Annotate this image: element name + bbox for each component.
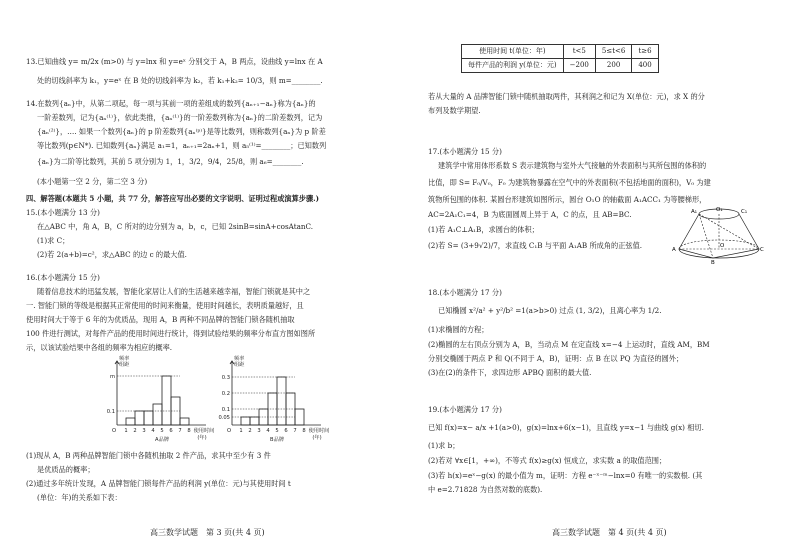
x-axis-label: (年) [312, 435, 322, 441]
histogram-bar [277, 377, 286, 425]
x-tick-label: 1 [124, 428, 128, 434]
x-tick-label: 3 [257, 428, 261, 434]
table-cell: 400 [632, 59, 658, 73]
q16-part2-line1: (2)通过多年统计发现，A 品牌智能门锁每件产品的利润 y(单位：元)与其使用时间 t [26, 479, 291, 488]
x-tick-label: 8 [302, 428, 306, 434]
q14-line1: 14.在数列{aₙ}中，从第二项起，每一项与其前一项的差组成的数列{aₙ₊₁−aₙ}称为{aₙ}的 [26, 99, 316, 108]
q13-line1: 13.已知曲线 y= m/2x (m>0) 与 y=lnx 和 y=eˣ 分别交于 A，B 两点，设曲线 y=lnx 在 A [26, 57, 323, 66]
y-tick-label: 0.1 [221, 407, 230, 413]
y-tick-label: 0.1 [106, 409, 115, 415]
label-a: A [672, 247, 676, 253]
q17-line2: 比值，即 S= F₀/V₀，F₀ 为建筑物暴露在空气中的外表面积(不包括地面的面积)，V₀ 为建 [428, 178, 711, 187]
y-tick-label: m [109, 374, 115, 380]
q19-part3-line2: 中 e=2.71828 为自然对数的底数). [428, 485, 543, 494]
table-cell: 每件产品的利润 y(单位：元) [462, 59, 564, 73]
q18-line1: 已知椭圆 x²/a² + y²/b² =1(a>b>0) 过点 (1, 3/2)，且离心率为 1/2. [438, 306, 662, 315]
y-tick-label: 0.05 [218, 415, 230, 421]
q16-part1-line2: 是优质品的概率； [37, 465, 95, 474]
q16-part2-line2: (单位：年)的关系如下表： [37, 493, 122, 502]
label-c1: C₁ [741, 209, 748, 215]
y-axis-label: 组距 [119, 362, 130, 368]
table-cell: t≥6 [632, 45, 658, 59]
histogram-a [105, 355, 215, 447]
x-tick-label: O [111, 428, 117, 434]
footer-page-3: 高三数学试题 第 3 页(共 4 页) [150, 528, 265, 537]
q18-part2-line2: 分别交椭圆于两点 P 和 Q(不同于 A，B)，证明：点 B 在以 PQ 为直径的圆外； [428, 354, 684, 363]
q15-title: 15.(本小题满分 13 分) [26, 208, 100, 217]
y-axis-label: 组距 [234, 362, 245, 368]
table-cell: t<5 [563, 45, 595, 59]
y-axis-label: 频率 [119, 356, 130, 362]
q19-part1: (1)求 b； [428, 441, 460, 450]
right-page [400, 0, 800, 558]
x-tick-label: 2 [133, 428, 137, 434]
q16-line4: 100 件进行测试，对每件产品的使用时间进行统计，得到试验结果的频率分布直方图如图所 [26, 329, 316, 338]
q17-title: 17.(本小题满分 15 分) [428, 147, 502, 156]
histogram-bar [241, 417, 250, 425]
chart-title: A品牌 [155, 437, 169, 443]
x-tick-label: 5 [275, 428, 279, 434]
histogram-bar [180, 418, 189, 425]
table-cell: 使用时间 t(单位：年) [462, 45, 564, 59]
q15-part1: (1)求 C； [37, 236, 70, 245]
histogram-b [220, 355, 330, 447]
label-o: O [720, 243, 725, 249]
y-tick-label: 0.3 [221, 375, 230, 381]
q19-title: 19.(本小题满分 17 分) [428, 405, 502, 414]
label-o1: O₁ [716, 207, 723, 213]
q17-part2: (2)若 S= (3+9√2)/7，求直线 C₁B 与平面 A₁AB 所成角的正弦值. [428, 241, 643, 250]
q14-line5: {aₙ}为二阶等比数列，其前 5 项分别为 1，1，3/2，9/4，25/8，则 a₆=________. [37, 157, 304, 166]
x-tick-label: 4 [266, 428, 270, 434]
histogram-bar [295, 409, 304, 425]
q18-title: 18.(本小题满分 17 分) [428, 288, 502, 297]
x-tick-label: 6 [169, 428, 173, 434]
q19-line1: 已知 f(x)=x− a/x +1(a>0)，g(x)=lnx+6(x−1)，且直线 y=x−1 与曲线 g(x) 相切. [428, 423, 704, 432]
y-axis-label: 频率 [234, 356, 245, 362]
y-tick-label: 0.2 [221, 391, 230, 397]
q14-score-note: (本小题第一空 2 分，第二空 3 分) [37, 177, 148, 186]
histogram-bar [162, 376, 171, 425]
label-a1: A₁ [691, 209, 697, 215]
x-tick-label: 4 [151, 428, 155, 434]
x-tick-label: 8 [187, 428, 191, 434]
q17-part1: (1)若 A₁C⊥A₁B，求圆台的体积； [428, 225, 539, 234]
chart-title: B品牌 [270, 437, 284, 443]
q16-cont-line1: 若从大量的 A 品牌智能门锁中随机抽取两件，其利润之和记为 X(单位：元)，求 X 的分 [428, 92, 705, 101]
q14-line4: 等比数列(p∈N*). 已知数列{aₙ}满足 a₁=1，aₙ₊₁=2aₙ+1，则 a₅⁽¹⁾=________；已知数列 [37, 141, 327, 150]
q13-line2: 处的切线斜率为 k₁，y=eˣ 在 B 处的切线斜率为 k₂，若 k₁+k₂= 10/3，则 m=________. [37, 76, 323, 85]
q16-line5: 示，以该试验结果中各组的频率为相应的概率. [26, 343, 173, 352]
x-tick-label: 1 [239, 428, 243, 434]
x-axis-label: 使用时间 [193, 428, 215, 434]
label-c: C [760, 247, 764, 253]
x-tick-label: 7 [293, 428, 297, 434]
x-tick-label: 5 [160, 428, 164, 434]
histogram-bar [144, 411, 153, 425]
q16-line3: 使用时间大于等于 6 年的为优质品，现用 A，B 两种不同品牌的智能门锁各随机抽取 [26, 315, 295, 324]
q15-line1: 在△ABC 中，角 A，B，C 所对的边分别为 a，b，c，已知 2sinB=sinA+cosAtanC. [37, 222, 314, 231]
table-cell: −200 [563, 59, 595, 73]
x-tick-label: O [226, 428, 232, 434]
q19-part2: (2)若对 ∀x∈[1，+∞)，不等式 f(x)≥g(x) 恒成立，求实数 a 的取值范围； [428, 456, 667, 465]
table-cell: 5≤t<6 [595, 45, 631, 59]
q14-line3: {aₙ⁽²⁾}，…. 如果一个数列{aₙ}的 p 阶差数列{aₙ⁽ᵖ⁾}是等比数列，则称数列{aₙ}为 p 阶差 [37, 127, 326, 136]
q14-line2: 一阶差数列，记为{aₙ⁽¹⁾}，依此类推，{aₙ⁽¹⁾}的一阶差数列称为{aₙ}的二阶差数列，记为 [37, 113, 323, 122]
table-cell: 200 [595, 59, 631, 73]
q15-part2: (2)若 2(a+b)=c²，求△ABC 的边 c 的最大值. [37, 250, 187, 259]
histogram-bar [250, 417, 259, 425]
q16-part1-line1: (1)现从 A，B 两种品牌智能门锁中各随机抽取 2 件产品，求其中至少有 3 件 [26, 451, 271, 460]
q19-part3-line1: (3)若 h(x)=eˣ−g(x) 的最小值为 m，证明：方程 e⁻ˣ⁻ᵐ−lnx=0 有唯一的实数根. (其 [428, 471, 703, 480]
q16-cont-line2: 布列及数学期望. [428, 106, 481, 115]
footer-page-4: 高三数学试题 第 4 页(共 4 页) [552, 528, 667, 537]
x-tick-label: 6 [284, 428, 288, 434]
q16-line2: 一. 智能门锁的等级是根据其正常使用的时间来衡量，使用时间越长，表明质量越好，且 [26, 301, 304, 310]
x-axis-label: 使用时间 [308, 428, 330, 434]
q16-line1: 随着信息技术的迅猛发展，智能化家居让人们的生活越来越幸福，智能门锁就是其中之 [37, 287, 311, 296]
x-tick-label: 2 [248, 428, 252, 434]
histogram-bar [126, 418, 135, 425]
histogram-bar [135, 411, 144, 425]
q17-line3: 筑物所包围的体积. 某圆台形建筑如图所示，圆台 O₁O 的轴截面 A₁ACC₁ 为等腰梯形， [428, 195, 707, 204]
label-b: B [711, 260, 715, 266]
frustum-figure [671, 203, 766, 265]
histogram-bar [153, 404, 162, 425]
x-tick-label: 7 [178, 428, 182, 434]
q17-line1: 建筑学中常用体形系数 S 表示建筑物与室外大气接触的外表面积与其所包围的体积的 [438, 161, 707, 170]
q18-part1: (1)求椭圆的方程； [428, 325, 489, 334]
q17-line4: AC=2A₁C₁=4，B 为底面圆周上异于 A，C 的点，且 AB=BC. [428, 210, 632, 219]
x-tick-label: 3 [142, 428, 146, 434]
q18-part3: (3)在(2)的条件下，求四边形 APBQ 面积的最大值. [428, 368, 592, 377]
x-axis-label: (年) [197, 435, 207, 441]
section-heading: 四、解答题(本题共 5 小题，共 77 分，解答应写出必要的文字说明、证明过程或演算步骤.) [26, 194, 320, 203]
q18-part2-line1: (2)椭圆的左右顶点分别为 A，B，当动点 M 在定直线 x=−4 上运动时，直线 AM，BM [428, 340, 710, 349]
q16-title: 16.(本小题满分 15 分) [26, 273, 100, 282]
